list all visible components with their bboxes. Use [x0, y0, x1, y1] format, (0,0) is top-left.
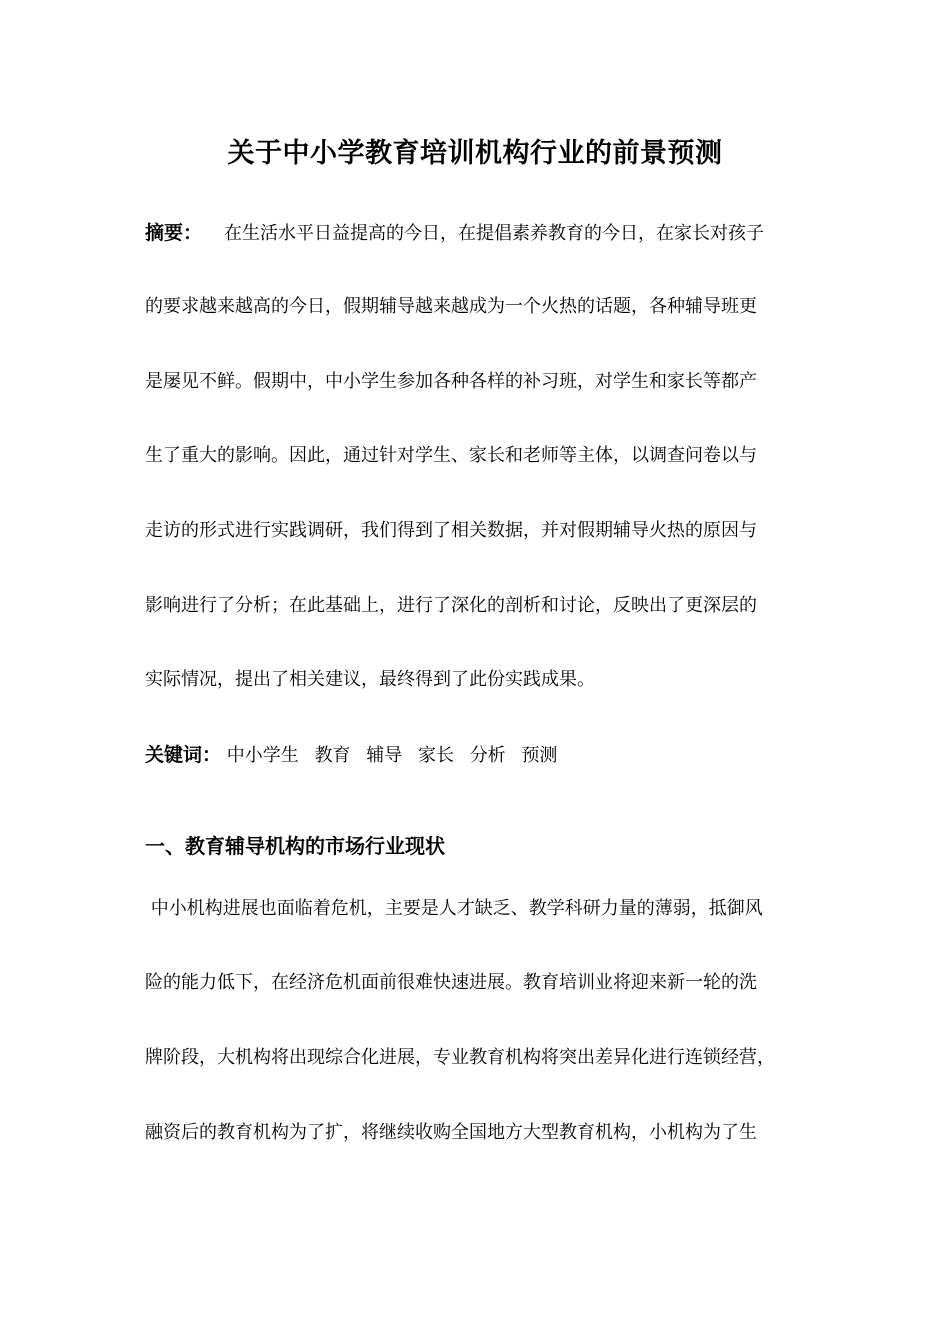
keyword: 中小学生 [226, 745, 299, 766]
abstract-line-4: 生了重大的影响。因此，通过针对学生、家长和老师等主体，以调查问卷以与 [145, 445, 757, 466]
abstract-line-6: 影响进行了分析；在此基础上，进行了深化的剖析和讨论，反映出了更深层的 [145, 595, 757, 616]
keyword: 分析 [469, 745, 506, 766]
abstract-line-5: 走访的形式进行实践调研，我们得到了相关数据，并对假期辅导火热的原因与 [145, 520, 757, 541]
abstract-line-2: 的要求越来越高的今日，假期辅导越来越成为一个火热的话题，各种辅导班更 [145, 296, 757, 317]
abstract-line-1 [145, 221, 764, 246]
body-line-3: 牌阶段，大机构将出现综合化进展，专业教育机构将突出差异化进行连锁经营， [145, 1047, 775, 1068]
body-line-4: 融资后的教育机构为了扩，将继续收购全国地方大型教育机构，小机构为了生 [145, 1122, 757, 1143]
abstract-line-7: 实际情况，提出了相关建议，最终得到了此份实践成果。 [145, 669, 595, 690]
keyword: 辅导 [366, 745, 403, 766]
keyword: 教育 [314, 745, 351, 766]
keyword: 预测 [521, 745, 558, 766]
page-title: 关于中小学教育培训机构行业的前景预测 [227, 138, 723, 169]
body-line-2: 险的能力低下，在经济危机面前很难快速进展。教育培训业将迎来新一轮的洗 [145, 972, 757, 993]
abstract-text: 在生活水平日益提高的今日，在提倡素养教育的今日，在家长对孩子 [224, 223, 765, 244]
section-heading: 一、教育辅导机构的市场行业现状 [145, 834, 445, 858]
abstract-line-3: 是屡见不鲜。假期中，中小学生参加各种各样的补习班，对学生和家长等都产 [145, 371, 757, 392]
body-line-1: 中小机构进展也面临着危机，主要是人才缺乏、教学科研力量的薄弱，抵御风 [145, 898, 763, 919]
keyword: 家长 [417, 745, 454, 766]
keywords-label: 关键词： [145, 744, 222, 766]
abstract-label: 摘要： [145, 222, 203, 244]
keywords-line [145, 743, 567, 768]
